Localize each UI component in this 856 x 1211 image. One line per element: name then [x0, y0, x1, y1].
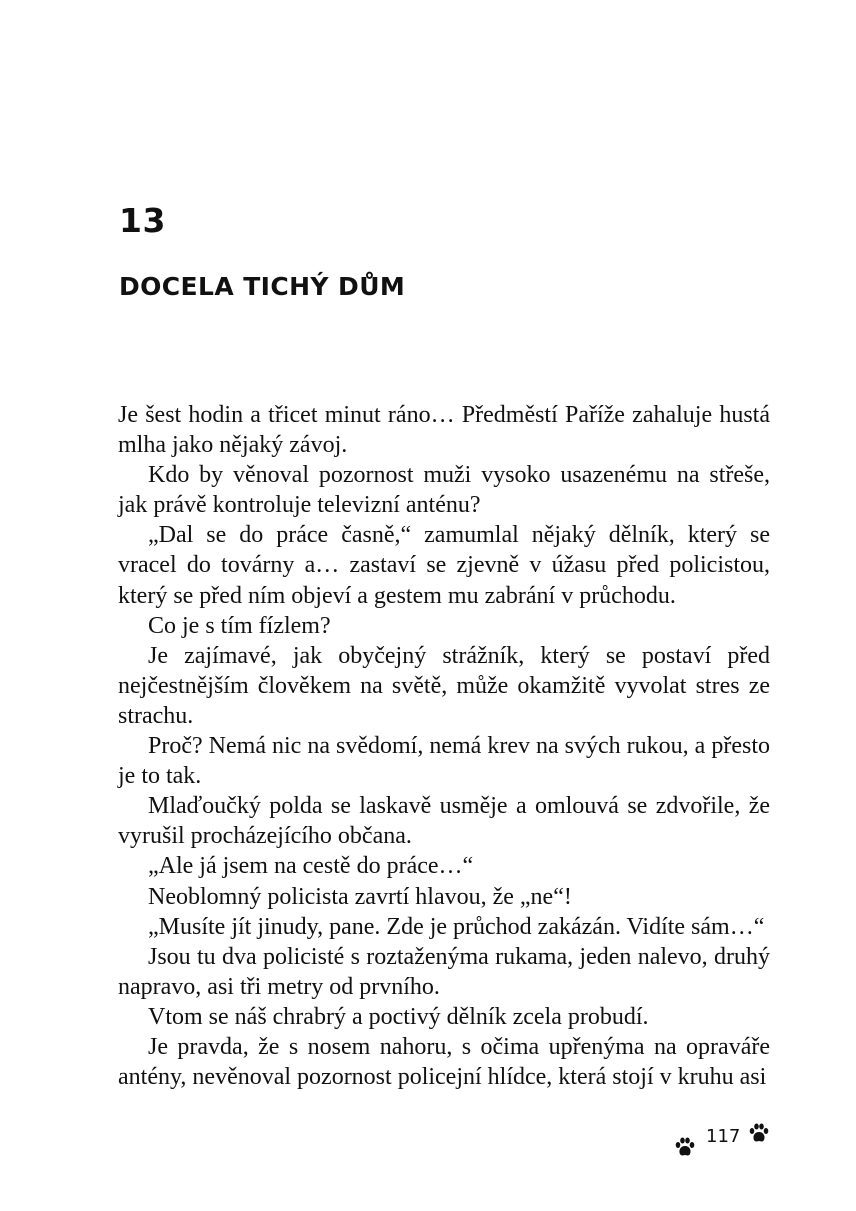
paragraph: Co je s tím fízlem?	[148, 612, 331, 639]
paw-print-icon	[748, 1122, 770, 1144]
paragraph: Mlaďoučký polda se laskavě usměje a omlouvá se zdvořile, že vyrušil procházejícího občana.	[118, 793, 770, 850]
page-footer	[672, 1122, 782, 1162]
paragraph: Vtom se náš chrabrý a poctivý dělník zcela probudí.	[148, 1003, 649, 1030]
paw-print-icon	[674, 1136, 696, 1158]
paragraph: „Ale já jsem na cestě do práce…“	[148, 853, 474, 880]
paragraph: „Dal se do práce časně,“ zamumlal nějaký dělník, který se vracel do továrny a… zastaví se zjevně v úžasu před policistou, který se před ním objeví a gestem mu zabrání v průchodu.	[118, 522, 770, 609]
paragraph: „Musíte jít jinudy, pane. Zde je průchod zakázán. Vidíte sám…“	[148, 913, 765, 940]
paragraph: Je šest hodin a třicet minut ráno… Předměstí Paříže zahaluje hustá mlha jako nějaký závoj.	[118, 402, 770, 459]
paragraph: Jsou tu dva policisté s roztaženýma rukama, jeden nalevo, druhý napravo, asi tři metry od prvního.	[118, 943, 770, 1000]
page-number: 117	[706, 1126, 741, 1147]
chapter-number: 13	[119, 201, 166, 240]
paragraph: Je pravda, že s nosem nahoru, s očima upřenýma na opraváře antény, nevěnoval pozornost policejní hlídce, která stojí v kruhu asi	[118, 1033, 770, 1091]
paragraph: Je zajímavé, jak obyčejný strážník, který se postaví před nejčestnějším člověkem na světě, může okamžitě vyvolat stres ze strachu.	[118, 642, 770, 729]
paragraph: Neoblomný policista zavrtí hlavou, že „ne“!	[148, 883, 572, 910]
paragraph: Kdo by věnoval pozornost muži vysoko usazenému na střeše, jak právě kontroluje televizní anténu?	[118, 462, 770, 519]
chapter-body	[118, 400, 770, 1092]
paragraph: Proč? Nemá nic na svědomí, nemá krev na svých rukou, a přesto je to tak.	[118, 733, 770, 790]
chapter-title: DOCELA TICHÝ DŮM	[119, 272, 406, 301]
